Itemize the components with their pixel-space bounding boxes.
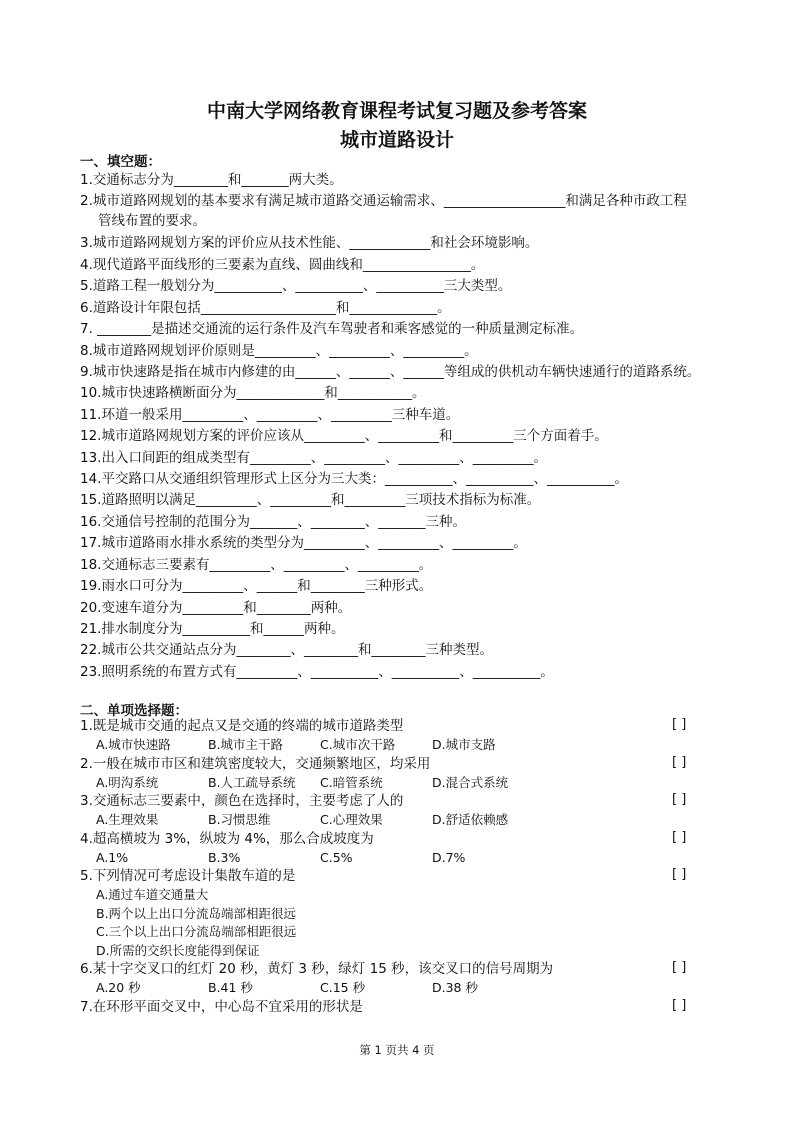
answer-bracket[interactable]: [ ] (672, 792, 687, 807)
fill-question-1: 1.交通标志分为________和_______两大类。 (80, 172, 343, 188)
page-number-footer: 第 1 页共 4 页 (359, 1043, 435, 1057)
option-d: D.混合式系统 (432, 775, 509, 790)
option-d: D.舒适依赖感 (432, 812, 509, 827)
choice-question-7: 7.在环形平面交叉中，中心岛不宜采用的形状是 (80, 999, 363, 1015)
answer-bracket[interactable]: [ ] (672, 867, 687, 882)
choice-options (96, 774, 544, 792)
section-heading-single-choice: 二、单项选择题： (80, 703, 188, 719)
fill-question-15: 15.道路照明以满足_________、_________和_________三项技术指标为标准。 (80, 492, 541, 508)
fill-question-2-continued: 管线布置的要求。 (98, 213, 206, 229)
fill-question-2: 2.城市道路网规划的基本要求有满足城市道路交通运输需求、__________________和满足各种市政工程 (80, 193, 687, 209)
option-b: B.41 秒 (208, 980, 253, 995)
option-b: B.习惯思维 (208, 812, 271, 827)
option-d: D.所需的交织长度能得到保证 (96, 943, 260, 958)
option-c: C.城市次干路 (320, 737, 396, 752)
choice-question-6: 6.某十字交叉口的红灯 20 秒，黄灯 3 秒，绿灯 15 秒，该交叉口的信号周期为 (80, 961, 554, 977)
choice-question-4: 4.超高横坡为 3%，纵坡为 4%，那么合成坡度为 (80, 831, 374, 847)
option-a: A.1% (96, 850, 129, 865)
option-c: C.三个以上出口分流岛端部相距很远 (96, 924, 297, 939)
choice-question-3: 3.交通标志三要素中，颜色在选择时，主要考虑了人的 (80, 793, 404, 809)
option-a: A.通过车道交通量大 (96, 887, 209, 902)
option-c: C.暗管系统 (320, 775, 383, 790)
fill-question-14: 14.平交路口从交通组织管理形式上区分为三大类：__________、__________、__________。 (80, 471, 628, 487)
choice-options (96, 811, 544, 829)
fill-question-6: 6.道路设计年限包括____________________和_____________。 (80, 300, 451, 316)
option-d: D.城市支路 (432, 737, 496, 752)
option-a: A.城市快速路 (96, 737, 171, 752)
choice-options (96, 736, 544, 754)
answer-bracket[interactable]: [ ] (672, 960, 687, 975)
fill-question-19: 19.雨水口可分为_________、______和________三种形式。 (80, 578, 433, 594)
choice-options (96, 979, 544, 997)
option-a: A.生理效果 (96, 812, 159, 827)
option-d: D.38 秒 (432, 980, 478, 995)
choice-question-2: 2.一般在城市市区和建筑密度较大，交通频繁地区，均采用 (80, 756, 431, 772)
option-c: C.心理效果 (320, 812, 383, 827)
fill-question-9: 9.城市快速路是指在城市内修建的由______、______、______等组成的供机动车辆快速通行的道路系统。 (80, 364, 701, 380)
answer-bracket[interactable]: [ ] (672, 998, 687, 1013)
option-a: A.20 秒 (96, 980, 141, 995)
fill-question-16: 16.交通信号控制的范围分为_______、________、_______三种。 (80, 514, 466, 530)
fill-question-21: 21.排水制度分为__________和______两种。 (80, 621, 345, 637)
fill-question-13: 13.出入口间距的组成类型有_________、_________、_________、_________。 (80, 450, 547, 466)
answer-bracket[interactable]: [ ] (672, 717, 687, 732)
fill-question-5: 5.道路工程一般划分为__________、__________、__________三大类型。 (80, 278, 512, 294)
page-title: 中南大学网络教育课程考试复习题及参考答案 (206, 100, 587, 122)
option-a: A.明沟系统 (96, 775, 159, 790)
page-subtitle: 城市道路设计 (339, 129, 454, 151)
fill-question-22: 22.城市公共交通站点分为________、________和________三种类型。 (80, 642, 493, 658)
fill-question-7: 7. ________是描述交通流的运行条件及汽车驾驶者和乘客感觉的一种质量测定标准。 (80, 321, 584, 337)
fill-question-23: 23.照明系统的布置方式有_________、__________、__________、__________。 (80, 664, 554, 680)
fill-question-17: 17.城市道路雨水排水系统的类型分为_________、_________、_________。 (80, 535, 527, 551)
option-b: B.3% (208, 850, 241, 865)
fill-question-8: 8.城市道路网规划评价原则是_________、_________、_________。 (80, 343, 478, 359)
choice-options (96, 849, 544, 867)
fill-question-11: 11.环道一般采用_________、_________、_________三种车道。 (80, 407, 460, 423)
fill-question-4: 4.现代道路平面线形的三要素为直线、圆曲线和________________。 (80, 257, 485, 273)
fill-question-3: 3.城市道路网规划方案的评价应从技术性能、____________和社会环境影响。 (80, 235, 539, 251)
option-c: C.5% (320, 850, 353, 865)
option-b: B.人工疏导系统 (208, 775, 296, 790)
option-b: B.两个以上出口分流岛端部相距很远 (96, 906, 297, 921)
option-b: B.城市主干路 (208, 737, 284, 752)
choice-question-1: 1.既是城市交通的起点又是交通的终端的城市道路类型 (80, 718, 404, 734)
choice-question-5: 5.下列情况可考虑设计集散车道的是 (80, 868, 296, 884)
answer-bracket[interactable]: [ ] (672, 830, 687, 845)
answer-bracket[interactable]: [ ] (672, 755, 687, 770)
fill-question-18: 18.交通标志三要素有_________、_________、_________。 (80, 557, 433, 573)
option-d: D.7% (432, 850, 466, 865)
fill-question-20: 20.变速车道分为_________和________两种。 (80, 600, 352, 616)
section-heading-fill-in: 一、填空题： (80, 154, 161, 170)
option-c: C.15 秒 (320, 980, 366, 995)
fill-question-10: 10.城市快速路横断面分为_____________和___________。 (80, 385, 426, 401)
fill-question-12: 12.城市道路网规划方案的评价应该从_________、_________和_________三个方面着手。 (80, 428, 608, 444)
